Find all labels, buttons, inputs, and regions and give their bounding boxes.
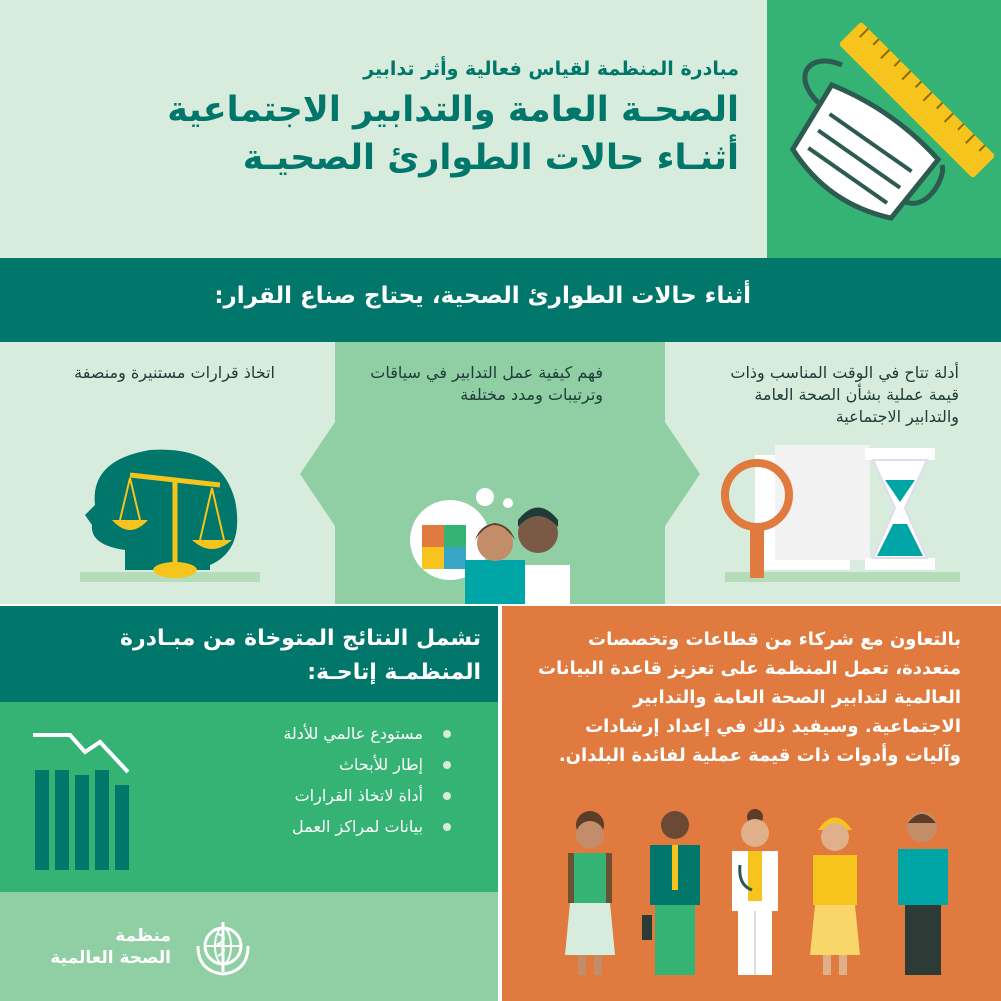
collaboration-text: بالتعاون مع شركاء من قطاعات وتخصصات متعددة، تعمل المنظمة على تعزيز قاعدة البيانات العالمية لتدابير الصحة العامة والتدابير الاجتماعية. وسيفيد ذلك في إعداد إرشادات وآليات وأدوات ذات قيمة عملية لفائدة البلدان. <box>537 629 961 766</box>
header-title-line1: الصحـة العامة والتدابير الاجتماعية <box>167 90 739 130</box>
evidence-hourglass-icon <box>715 440 965 590</box>
who-name-line1: منظمة <box>115 926 171 946</box>
need-understanding-measures: فهم كيفية عمل التدابير في سياقات وترتيبات ومدد مختلفة <box>370 363 603 404</box>
person-figure <box>565 811 615 975</box>
bullet-icon <box>443 761 451 769</box>
bullet-icon <box>443 823 451 831</box>
need-timely-evidence: أدلة تتاح في الوقت المناسب وذات قيمة عملية بشأن الصحة العامة والتدابير الاجتماعية <box>730 363 959 426</box>
outcome-label: إطار للأبحاث <box>338 755 423 774</box>
list-item <box>151 718 451 749</box>
outcomes-title: تشمل النتائج المتوخاة من مبـادرة المنظمـة إتاحـة: <box>120 626 481 685</box>
bullet-icon <box>443 730 451 738</box>
header-subtitle: مبادرة المنظمة لقياس فعالية وأثر تدابير <box>363 58 739 80</box>
band-heading: أثناء حالات الطوارئ الصحية، يحتاج صناع القرار: <box>214 283 751 309</box>
who-emblem-icon <box>188 916 258 978</box>
need-informed-decisions: اتخاذ قرارات مستنيرة ومنصفة <box>74 363 275 382</box>
people-puzzle-icon <box>390 485 590 606</box>
bullet-icon <box>443 792 451 800</box>
list-item <box>151 811 451 842</box>
mask-and-ruler-illustration <box>767 0 1001 258</box>
header-title-line2: أثنـاء حالات الطوارئ الصحيـة <box>242 138 739 178</box>
outcome-label: أداة لاتخاذ القرارات <box>294 786 423 805</box>
who-name-line2: الصحة العالمية <box>50 948 171 968</box>
head-scales-icon <box>70 440 270 590</box>
list-item <box>151 749 451 780</box>
bar-chart-icon <box>30 730 140 875</box>
list-item <box>151 780 451 811</box>
bottom-divider <box>498 606 502 1001</box>
outcomes-list <box>151 718 451 842</box>
partners-people-icon <box>560 805 960 985</box>
outcome-label: مستودع عالمي للأدلة <box>283 724 423 743</box>
outcome-label: بيانات لمراكز العمل <box>292 817 423 836</box>
mask-ruler-icon <box>767 0 1001 258</box>
